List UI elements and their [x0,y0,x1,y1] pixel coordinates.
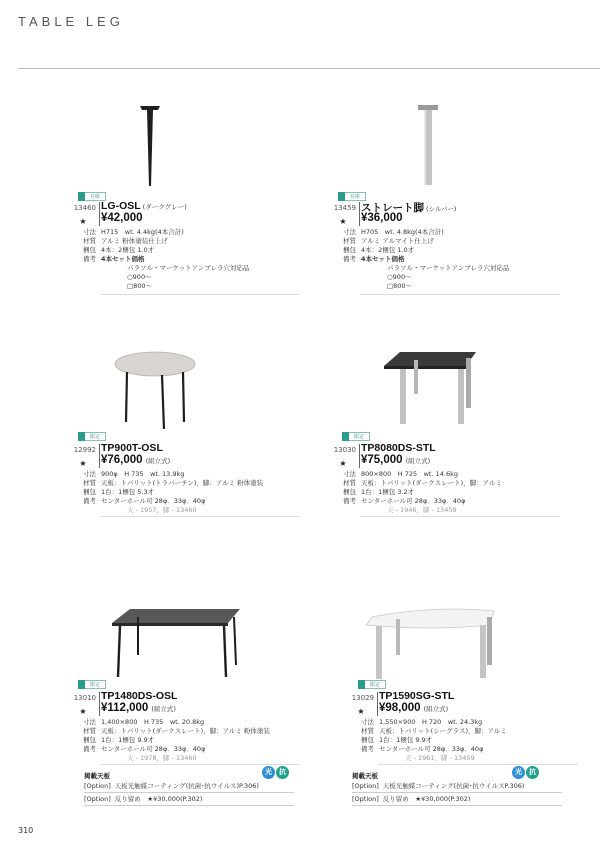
product-tp8080ds-stl [330,432,570,532]
spec-list: 寸法 1,550×900 H 720 wt. 24.3kg 材質 天板：トバリット(シーグラス)，脚：アルミ 梱包 1台：1梱包 9.9才 備考 センターホール可 28φ．33φ．40φ 天 - 1961，脚 - 13459 [361,718,507,762]
photocatalyst-icon: 光 [512,766,525,779]
product-lg-osl [70,190,310,310]
product-id: 13030 [333,446,356,454]
product-id: 13459 [333,204,356,212]
divider [99,202,100,226]
image-tp1590sg-stl [362,603,502,681]
antibacterial-icon: 抗 [276,766,289,779]
assembly-note: (組立式) [145,457,171,465]
product-price: ¥42,000 [101,212,143,224]
star-mark: ★ [79,459,87,468]
star-mark: ★ [357,707,365,716]
divider [99,444,100,468]
product-name: TP8080DS-STL [361,442,436,454]
component-codes: 天 - 1961，脚 - 13459 [405,754,475,762]
product-tp1480ds-osl [70,680,310,770]
option-label: [Option] [352,795,379,803]
assembly-note: (組立式) [423,705,449,713]
spec-list: 寸法 1,400×800 H 735 wt. 20.8kg 材質 天板：トバリット(ダークスレート)，脚：アルミ 粉体塗装 梱包 1台：1梱包 9.9才 備考 センターホール可 28φ．33φ．40φ 天 - 1978，脚 - 13460 [83,718,270,762]
product-name: TP1590SG-STL [379,690,455,702]
section-title: 掲載天板 [352,772,378,780]
option-text: 反り留め ★¥30,000(P.302) [114,795,203,803]
limited-tag: 限定 [78,432,106,441]
component-codes: 天 - 1978，脚 - 13460 [127,754,197,762]
stock-tag: 在庫 [338,192,366,201]
divider [99,692,100,716]
image-tp8080ds-stl [378,346,484,426]
product-name: TP900T-OSL [101,442,163,454]
product-color: (ダークグレー) [142,203,187,211]
product-price: ¥36,000 [361,212,403,224]
assembly-note: (組立式) [405,457,431,465]
divider [359,202,360,226]
product-name: LG-OSL [101,200,141,212]
option-text: 反り留め ★¥30,000(P.302) [382,795,471,803]
antibacterial-icon: 抗 [526,766,539,779]
option-text: 天板光触媒コーティング(抗菌･抗ウイルスP.306) [382,782,525,790]
limited-tag: 限定 [342,432,370,441]
component-codes: 天 - 1946，脚 - 13459 [387,506,457,514]
photocatalyst-icon: 光 [262,766,275,779]
page-title: TABLE LEG [18,14,124,29]
header-divider [18,68,600,69]
star-mark: ★ [339,459,347,468]
section-title: 掲載天板 [84,772,110,780]
badges-left [262,766,289,779]
stock-tag: 在庫 [78,192,106,201]
product-price: ¥75,000 [361,454,403,466]
image-straight-leg [408,98,448,188]
spec-list: 寸法 800×800 H 725 wt. 14.6kg 材質 天板：トバリット(ダークスレート)，脚：アルミ 梱包 1台：1梱包 3.2才 備考 センターホール可 28φ．33φ．40φ 天 - 1946，脚 - 13459 [343,470,502,514]
product-price: ¥98,000 [379,702,421,714]
product-id: 12992 [73,446,96,454]
spec-list: 寸法 H705 wt. 4.8kg(4本合計) 材質 アルミ アルマイト仕上げ 梱包 4本：2梱包 1.0才 備考 4本セット価格 パラソル・マーケットアンブレラ穴対応品 ○900～ □800～ [343,228,510,290]
component-codes: 天 - 1957，脚 - 13460 [127,506,197,514]
product-id: 13460 [73,204,96,212]
limited-tag: 限定 [78,680,106,689]
product-color: (シルバー) [426,205,457,213]
assembly-note: (組立式) [151,705,176,713]
option-label: [Option] [84,795,111,803]
star-mark: ★ [79,707,87,716]
divider [377,692,378,716]
page-number: 310 [18,826,34,835]
product-name: ストレート脚 [361,202,424,214]
product-id: 13029 [351,694,374,702]
product-straight-leg [330,190,570,310]
option-label: [Option] [352,782,379,790]
product-price: ¥112,000 [101,702,149,714]
image-tp900t-osl [110,350,200,432]
product-name: TP1480DS-OSL [101,690,178,702]
star-mark: ★ [79,217,87,226]
option-text: 天板光触媒コーティング(抗菌･抗ウイルス)P.306) [114,782,259,790]
star-mark: ★ [339,217,347,226]
product-tp900t-osl [70,432,310,532]
spec-list: 寸法 H715 wt. 4.4kg(4本合計) 材質 アルミ 粉体塗装仕上げ 梱包 4本：2梱包 1.0才 備考 4本セット価格 パラソル・マーケットアンブレラ穴対応品 ○900～ □800～ [83,228,250,290]
product-tp1590sg-stl [330,680,570,770]
divider [359,444,360,468]
limited-tag: 限定 [358,680,386,689]
product-id: 13010 [73,694,96,702]
product-price: ¥76,000 [101,454,143,466]
option-label: [Option] [84,782,111,790]
spec-list: 寸法 900φ H 735 wt. 13.9kg 材質 天板：トバリット(トラバーチン)，脚：アルミ 粉体塗装 梱包 1台：1梱包 5.3才 備考 センターホール可 28φ．33φ．40φ 天 - 1957，脚 - 13460 [83,470,264,514]
badges-right [512,766,539,779]
featured-top-right [352,771,592,806]
image-tp1480ds-osl [108,603,244,683]
image-lg-osl-leg [130,98,170,188]
